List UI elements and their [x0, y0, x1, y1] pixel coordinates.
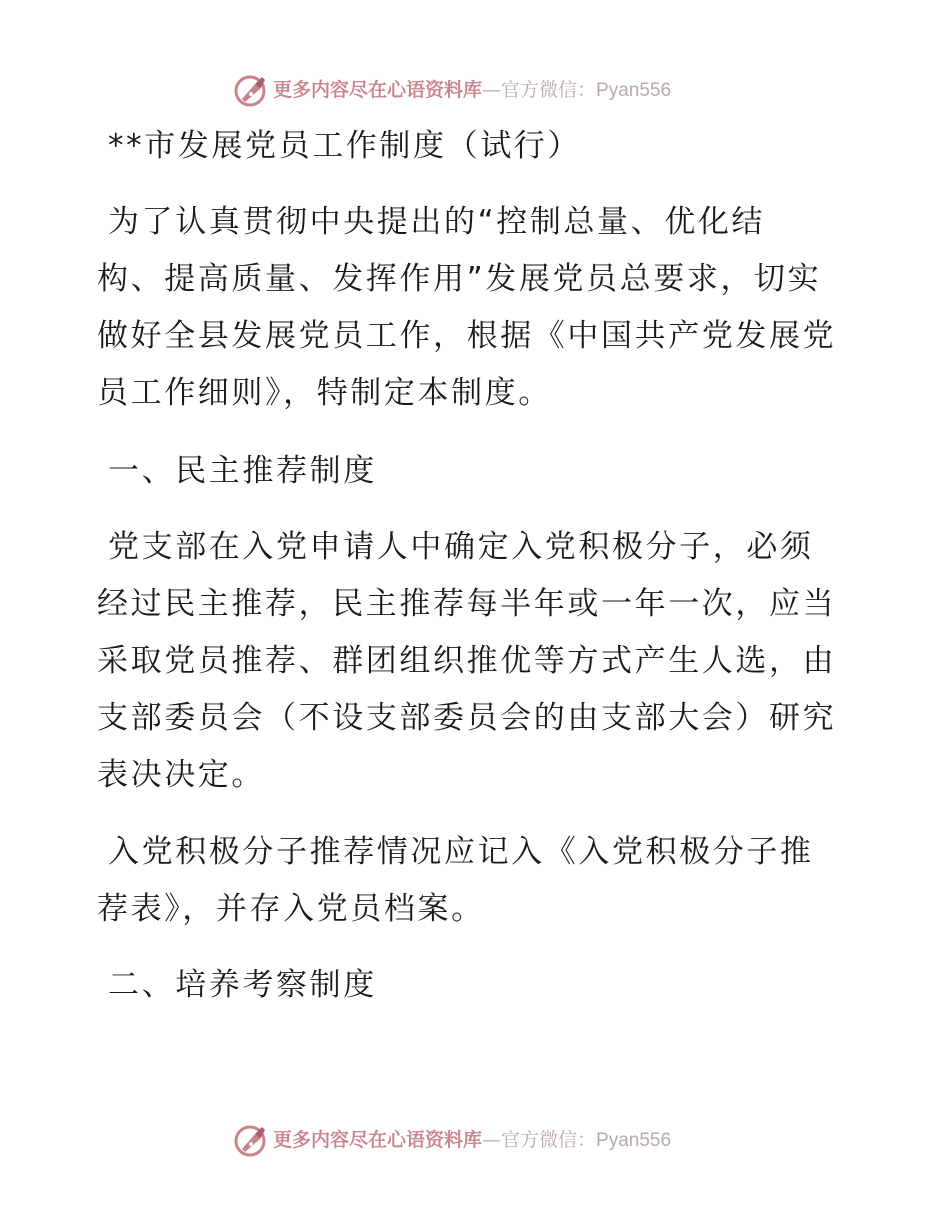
watermark-dash: — — [482, 79, 502, 101]
intro-line: 为了认真贯彻中央提出的“控制总量、优化结 — [108, 204, 766, 240]
document-title: **市发展党员工作制度（试行） — [108, 128, 581, 164]
intro-line: 构、提高质量、发挥作用”发展党员总要求，切实 — [97, 261, 822, 297]
watermark-text — [273, 77, 671, 104]
paragraph-line: 支部委员会（不设支部委员会的由支部大会）研究 — [97, 700, 837, 736]
paragraph-line: 表决决定。 — [97, 757, 265, 793]
intro-line: 做好全县发展党员工作，根据《中国共产党发展党 — [97, 318, 837, 354]
pen-nib-logo-icon — [233, 1122, 269, 1158]
section-heading: 一、民主推荐制度 — [108, 453, 377, 489]
watermark-header — [0, 70, 950, 110]
paragraph-line: 采取党员推荐、群团组织推优等方式产生人选，由 — [97, 643, 837, 679]
watermark-wechat-id: Pyan556 — [596, 80, 672, 101]
pen-nib-logo-icon — [233, 72, 269, 108]
watermark-text — [273, 1127, 671, 1154]
paragraph-line: 经过民主推荐，民主推荐每半年或一年一次，应当 — [97, 586, 837, 622]
watermark-dash: — — [482, 1129, 502, 1151]
paragraph-line: 入党积极分子推荐情况应记入《入党积极分子推 — [108, 834, 814, 870]
watermark-site: 更多内容尽在心语资料库 — [273, 1129, 483, 1151]
watermark-wechat-id: Pyan556 — [596, 1130, 672, 1151]
watermark-wechat-label: 官方微信： — [501, 1129, 597, 1151]
watermark-footer — [0, 1120, 950, 1160]
paragraph-line: 荐表》，并存入党员档案。 — [97, 891, 485, 927]
paragraph-line: 党支部在入党申请人中确定入党积极分子，必须 — [108, 529, 814, 565]
watermark-wechat-label: 官方微信： — [501, 79, 597, 101]
section-heading: 二、培养考察制度 — [108, 967, 377, 1003]
intro-line: 员工作细则》，特制定本制度。 — [97, 375, 552, 411]
watermark-site: 更多内容尽在心语资料库 — [273, 79, 483, 101]
